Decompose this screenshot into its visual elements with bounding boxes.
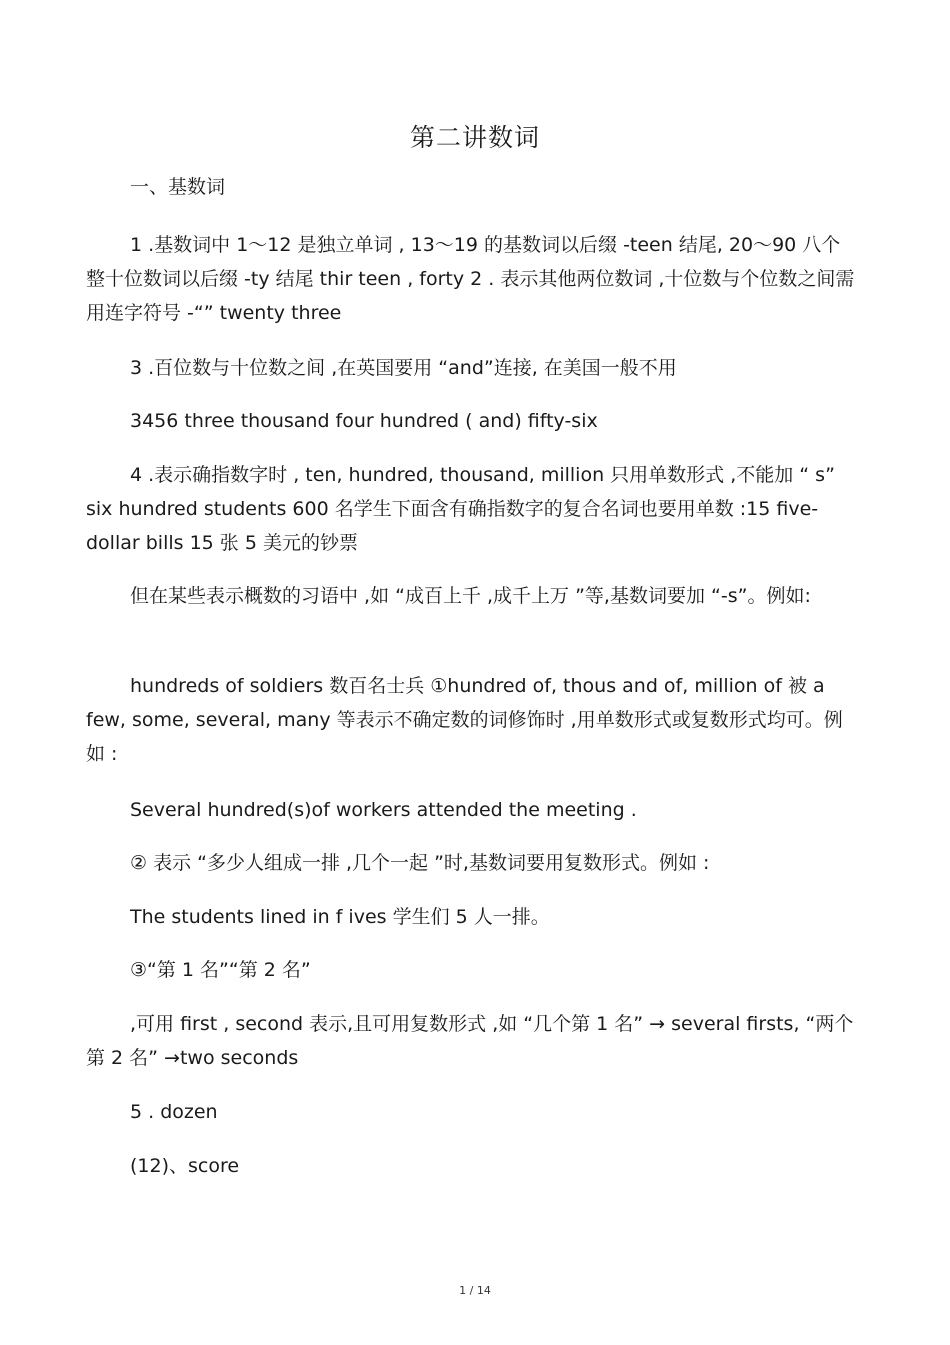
section-heading: 一、基数词 (130, 176, 226, 198)
paragraph-7: Several hundred(s)of workers attended the meeting . (130, 799, 637, 821)
paragraph-4: 4 .表示确指数字时 , ten, hundred, thousand, million 只用单数形式 ,不能加 “ s” six hundred students 600 名学生下面含有确指数字的复合名词也要用单数 :15 five-dollar bills 15 张 5 美元的钞票 (86, 464, 835, 554)
paragraph-6: hundreds of soldiers 数百名士兵 ①hundred of, thous and of, million of 被 a few, some, several, many 等表示不确定数的词修饰时 ,用单数形式或复数形式均可。例如 : (86, 675, 843, 765)
paragraph-5: 但在某些表示概数的习语中 ,如 “成百上千 ,成千上万 ”等,基数词要加 “-s”。例如: (130, 585, 811, 607)
paragraph-12: 5 . dozen (130, 1101, 218, 1123)
paragraph-11: ,可用 first , second 表示,且可用复数形式 ,如 “几个第 1 名” → several firsts, “两个第 2 名” →two seconds (86, 1013, 854, 1069)
paragraph-2: 3 .百位数与十位数之间 ,在英国要用 “and”连接, 在美国一般不用 (130, 357, 677, 379)
paragraph-1: 1 .基数词中 1～12 是独立单词 , 13～19 的基数词以后缀 -teen 结尾, 20～90 八个整十位数词以后缀 -ty 结尾 thir teen , forty 2 . 表示其他两位数词 ,十位数与个位数之间需用连字符号 -“” twenty three (86, 234, 855, 324)
paragraph-10: ③“第 1 名”“第 2 名” (130, 959, 311, 981)
paragraph-9: The students lined in f ives 学生们 5 人一排。 (130, 906, 550, 928)
page-number: 1 / 14 (459, 1284, 491, 1297)
paragraph-8: ② 表示 “多少人组成一排 ,几个一起 ”时,基数词要用复数形式。例如 : (130, 852, 710, 874)
paragraph-13: (12)、score (130, 1155, 240, 1177)
page-title: 第二讲数词 (409, 123, 540, 152)
paragraph-3: 3456 three thousand four hundred ( and) fifty-six (130, 410, 598, 432)
